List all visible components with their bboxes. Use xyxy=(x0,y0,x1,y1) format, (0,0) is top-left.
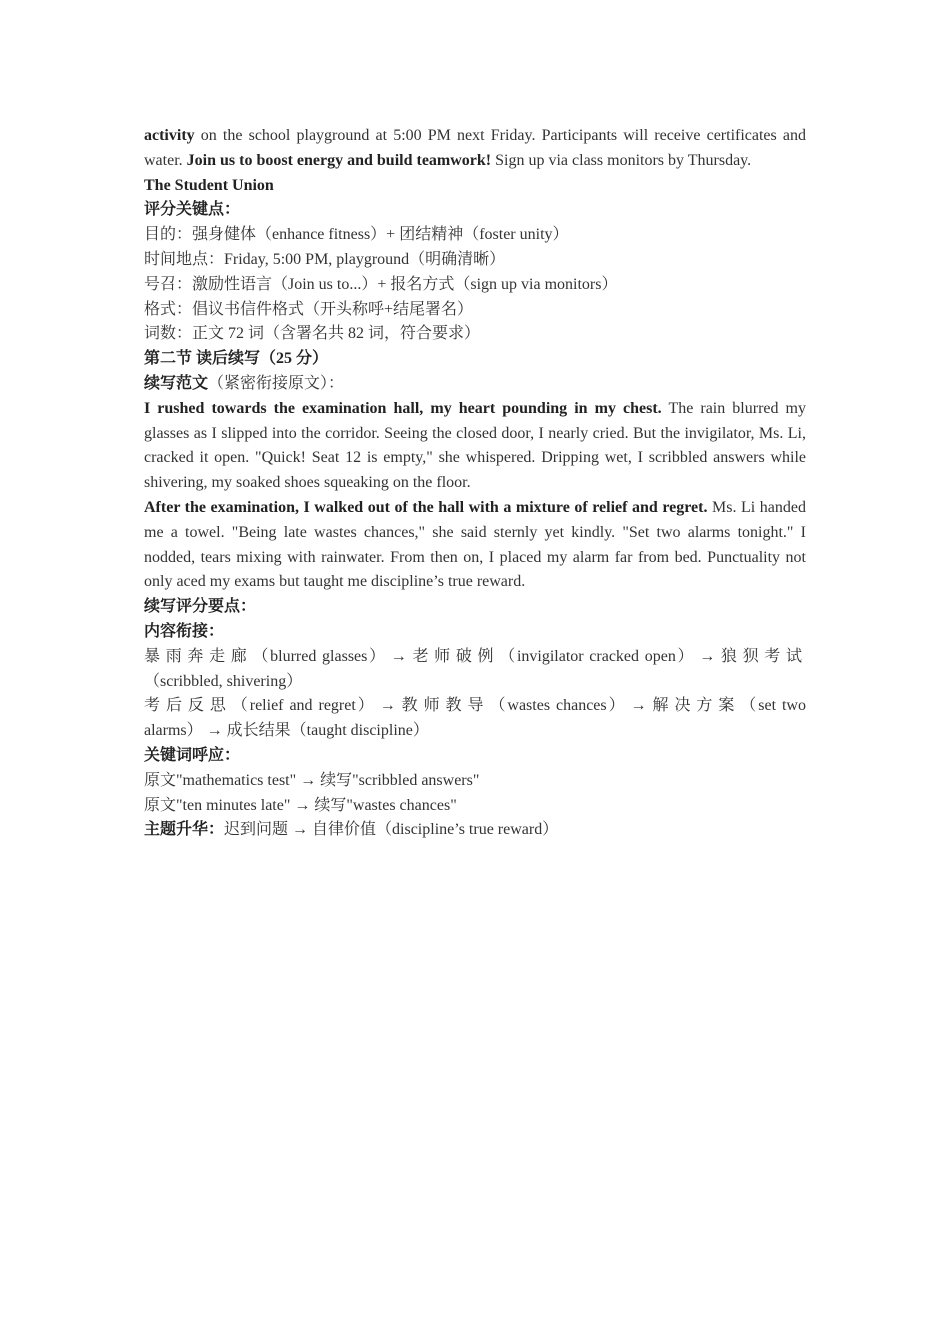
theme-text-b: 自律价值（discipline’s true reward） xyxy=(312,821,559,839)
scoring-heading: 评分关键点： xyxy=(144,201,241,219)
keyword-item-2: 原文"ten minutes late" → 续写"wastes chances" xyxy=(144,796,457,814)
document-page xyxy=(144,124,806,843)
theme-line xyxy=(144,818,806,843)
sample-paragraph-1-body: The rain blurred my glasses as I slipped into the corridor. Seeing the closed door, I nearly cried. But the invigilator, Ms. Li, cracked it open. "Quick! Seat 12 is empty," she whispered. Dripping wet, I scribbled answers while shivering, my soaked shoes squeaking on the floor. xyxy=(144,399,807,492)
notice-signature: The Student Union xyxy=(144,176,274,194)
line2-a: 考后反思 xyxy=(144,697,232,715)
content-line-2 xyxy=(144,694,806,744)
line2-b: （relief and regret） xyxy=(231,697,376,715)
line2-e: 解决方案 xyxy=(650,697,741,715)
notice-text-1: on the school playground at 5:00 PM next Friday. Participants will receive certificates and water. xyxy=(144,127,806,169)
line2-c: 教师教导 xyxy=(399,697,490,715)
notice-text-2: Sign up via class monitors by Thursday. xyxy=(491,151,752,169)
sample-paragraph-2 xyxy=(144,496,806,595)
sample-heading-bold: 续写范文 xyxy=(144,374,209,392)
sample-paragraph-1-opening: I rushed towards the examination hall, my heart pounding in my chest. xyxy=(144,399,662,417)
sample-paragraph-2-opening: After the examination, I walked out of the hall with a mixture of relief and regret. xyxy=(144,498,708,516)
arrow-icon: → xyxy=(390,647,407,665)
arrow-icon: → xyxy=(379,697,396,715)
line1-c: 老师破例 xyxy=(410,647,500,665)
scoring-item-call: 号召：激励性语言（Join us to...）+ 报名方式（sign up via monitors） xyxy=(144,275,618,293)
notice-lead-bold: activity xyxy=(144,127,195,144)
arrow-icon: → xyxy=(292,821,309,839)
line1-e: 狼狈考试 xyxy=(719,647,806,665)
sample-heading xyxy=(144,372,806,397)
line1-a: 暴雨奔走廊 xyxy=(144,647,253,665)
line2-d: （wastes chances） xyxy=(489,697,627,715)
sample-heading-rest: （紧密衔接原文）： xyxy=(208,374,345,392)
theme-text-a: 迟到问题 xyxy=(224,821,289,839)
arrow-icon: → xyxy=(206,722,223,740)
line2-f: （set two alarms） xyxy=(144,697,806,740)
line2-g: 成长结果（taught discipline） xyxy=(226,722,429,740)
notice-callout: Join us to boost energy and build teamwork! xyxy=(186,151,492,169)
sample-paragraph-2-body: Ms. Li handed me a towel. "Being late wastes chances," she said sternly yet kindly. "Set two alarms tonight." I nodded, tears mixing with rainwater. From then on, I placed my alarm far from bed. Punctuality not only aced my exams but taught me discipline’s true reward. xyxy=(144,498,807,591)
content-line-1 xyxy=(144,645,806,695)
notice-paragraph xyxy=(144,124,806,174)
theme-heading: 主题升华： xyxy=(144,821,225,839)
content-heading: 内容衔接： xyxy=(144,622,225,640)
line1-d: （invigilator cracked open） xyxy=(499,647,696,665)
line1-f: （scribbled, shivering） xyxy=(144,672,303,690)
arrow-icon: → xyxy=(699,647,716,665)
scoring-item-time-place: 时间地点：Friday, 5:00 PM, playground（明确清晰） xyxy=(144,250,506,268)
section2-title: 第二节 读后续写（25 分） xyxy=(144,350,329,368)
continuation-scoring-heading: 续写评分要点： xyxy=(144,598,257,616)
sample-paragraph-1 xyxy=(144,397,806,496)
scoring-item-purpose: 目的：强身健体（enhance fitness）+ 团结精神（foster unity） xyxy=(144,226,569,244)
arrow-icon: → xyxy=(630,697,647,715)
scoring-item-format: 格式：倡议书信件格式（开头称呼+结尾署名） xyxy=(144,300,474,318)
scoring-item-word-count: 词数：正文 72 词（含署名共 82 词，符合要求） xyxy=(144,325,481,343)
keywords-heading: 关键词呼应： xyxy=(144,746,241,764)
keyword-item-1: 原文"mathematics test" → 续写"scribbled answers" xyxy=(144,771,480,789)
line1-b: （blurred glasses） xyxy=(252,647,387,665)
